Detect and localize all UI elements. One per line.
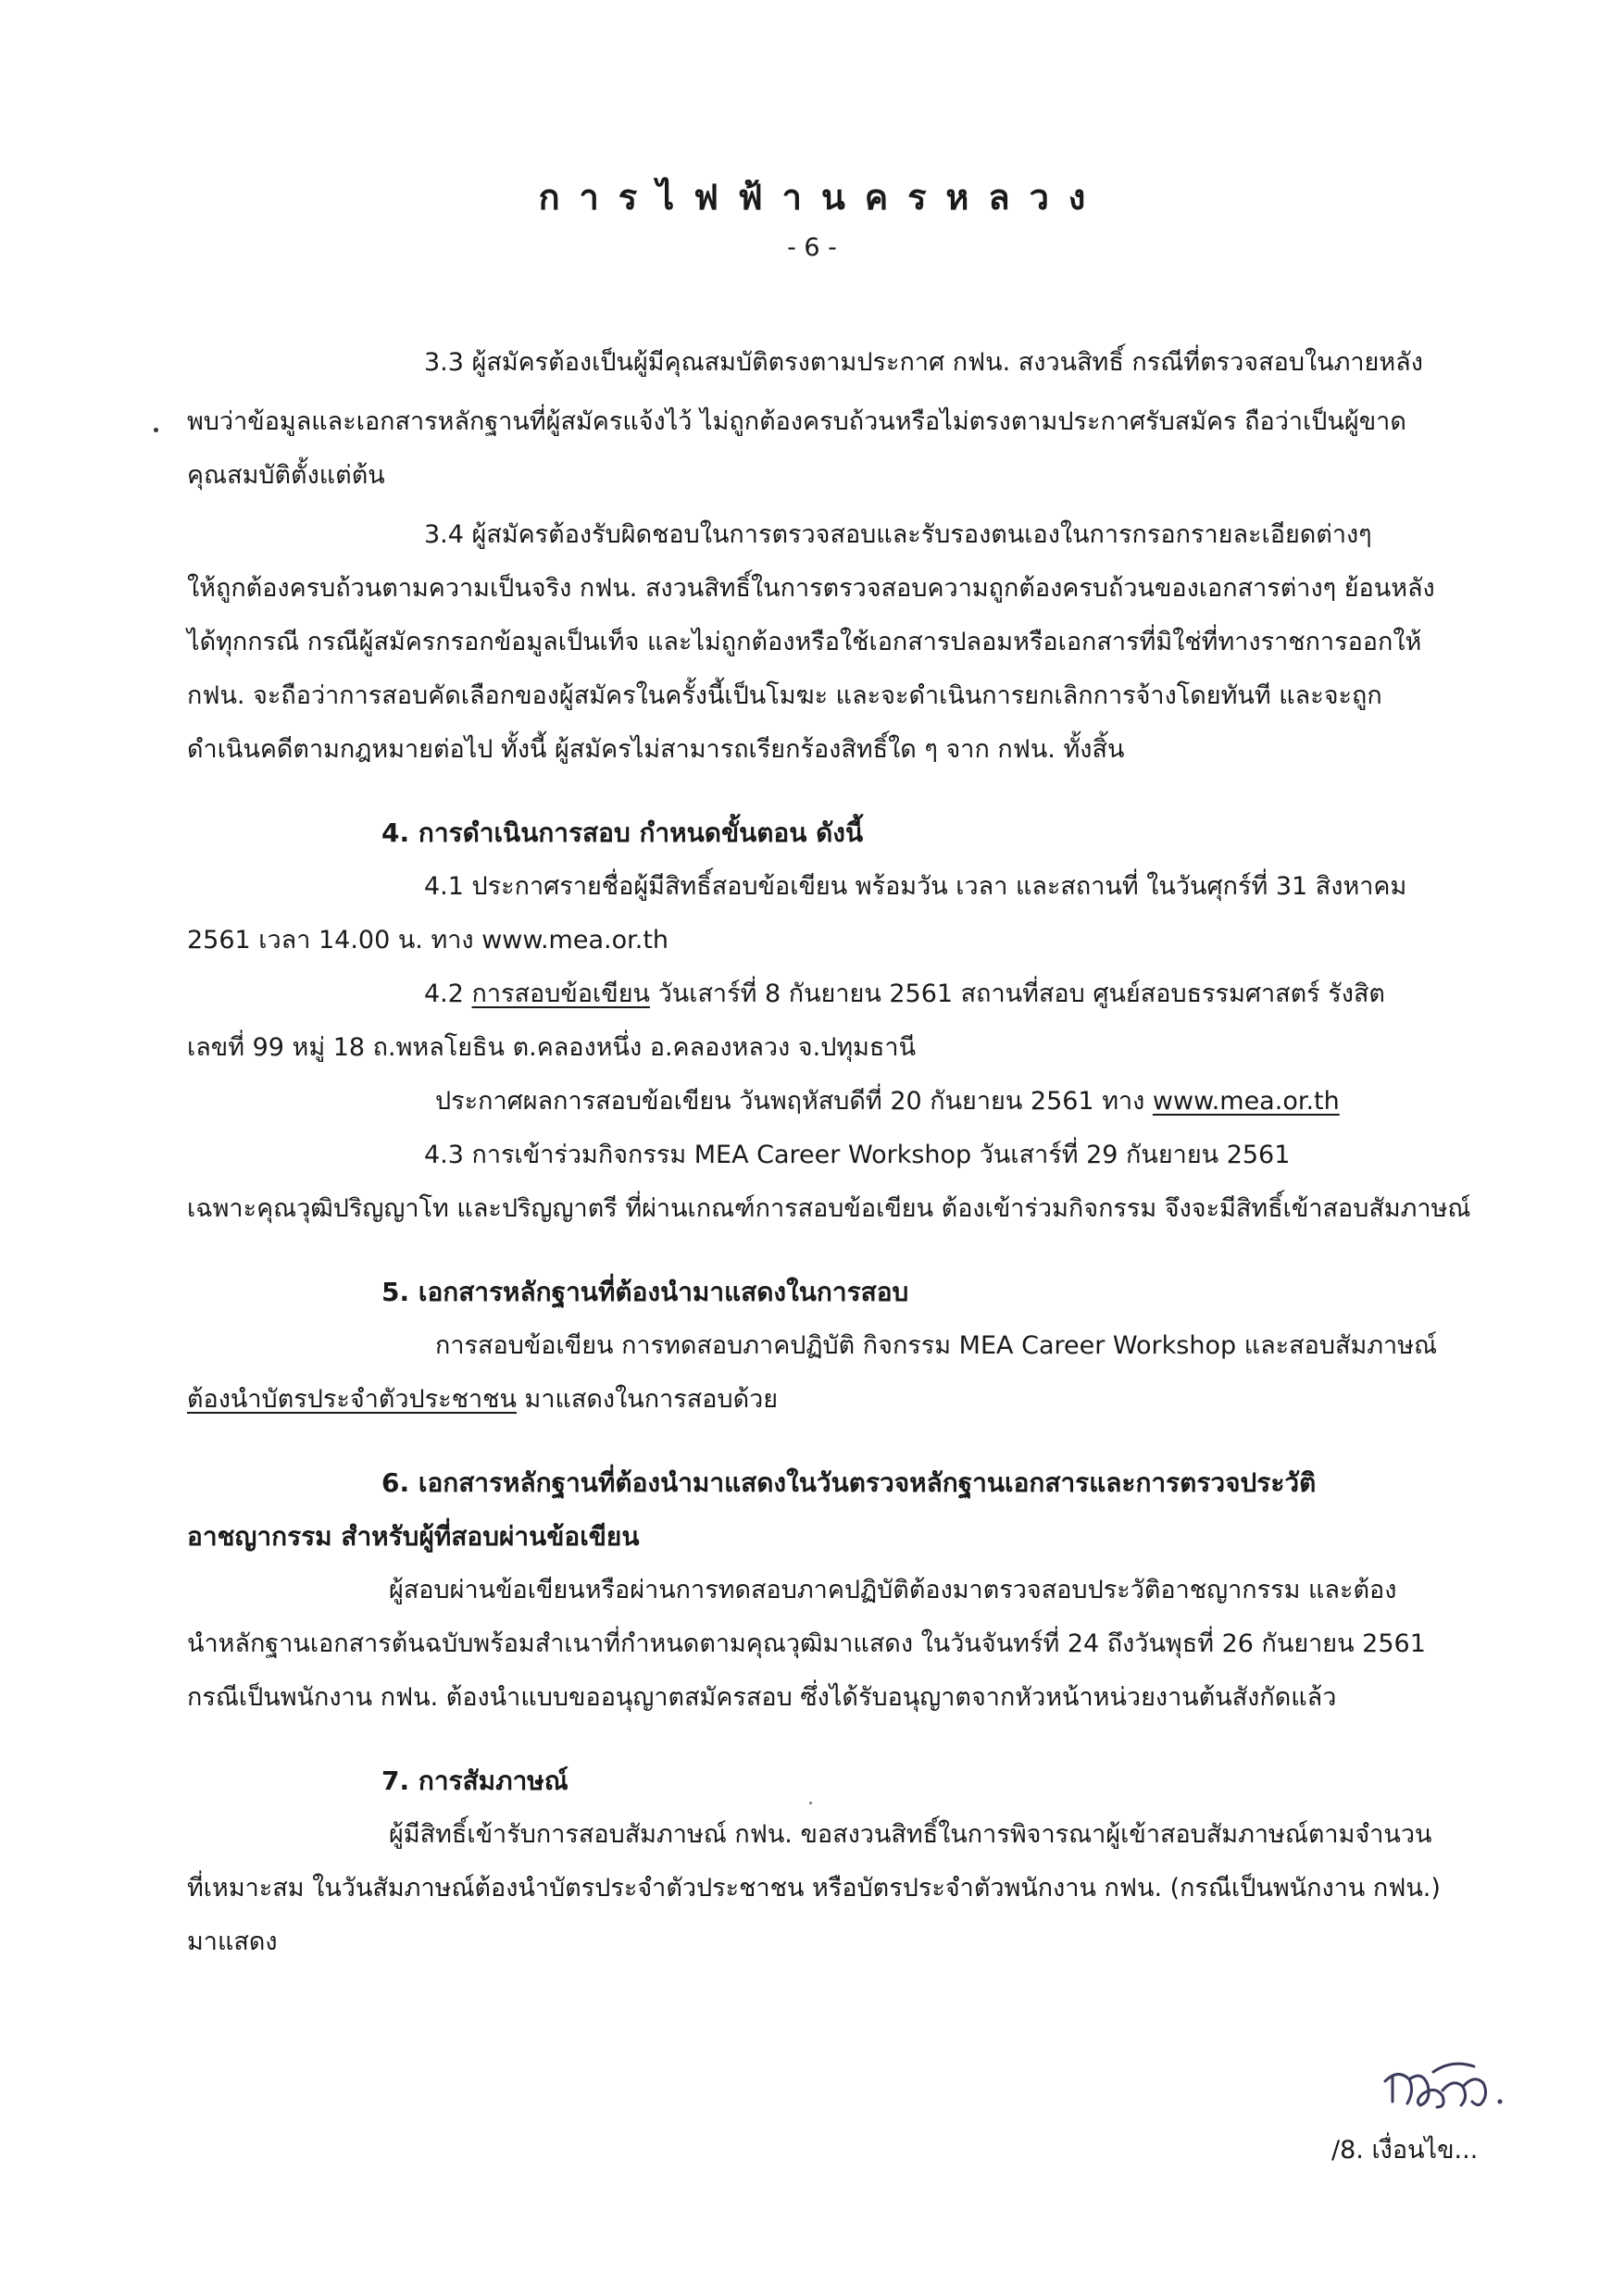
section-7-line-1: ผู้มีสิทธิ์เข้ารับการสอบสัมภาษณ์ กฟน. ขอสงวนสิทธิ์ในการพิจารณาผู้เข้าสอบสัมภาษณ์ตามจำนวน <box>389 1820 1432 1849</box>
section-7-heading: 7. การสัมภาษณ์ <box>381 1766 568 1796</box>
paragraph-3-4-line-1: 3.4 ผู้สมัครต้องรับผิดชอบในการตรวจสอบและรับรองตนเองในการกรอกรายละเอียดต่างๆ <box>424 520 1372 549</box>
written-exam-result-text: ประกาศผลการสอบข้อเขียน วันพฤหัสบดีที่ 20 กันยายน 2561 ทาง <box>435 1087 1153 1116</box>
item-4-2-line-2: เลขที่ 99 หมู่ 18 ถ.พหลโยธิน ต.คลองหนึ่ง อ.คลองหลวง จ.ปทุมธานี <box>187 1033 917 1062</box>
section-6-line-2: นำหลักฐานเอกสารต้นฉบับพร้อมสำเนาที่กำหนดตามคุณวุฒิมาแสดง ในวันจันทร์ที่ 24 ถึงวันพุธที่ 26 กันยายน 2561 <box>187 1629 1426 1658</box>
stray-dot-mark <box>154 428 158 432</box>
paragraph-3-3-line-3: คุณสมบัติตั้งแต่ต้น <box>187 461 385 490</box>
item-4-2-line-1 <box>424 976 1624 1013</box>
item-4-1-line-2: 2561 เวลา 14.00 น. ทาง www.mea.or.th <box>187 926 669 955</box>
section-7-line-3: มาแสดง <box>187 1928 278 1956</box>
page-number: - 6 - <box>787 233 837 262</box>
item-4-2-details: วันเสาร์ที่ 8 กันยายน 2561 สถานที่สอบ ศูนย์สอบธรรมศาสตร์ รังสิต <box>650 980 1385 1008</box>
next-page-reference: /8. เงื่อนไข... <box>1331 2136 1479 2165</box>
mea-website-link[interactable]: www.mea.or.th <box>1152 1087 1340 1116</box>
organization-title: การไฟฟ้านครหลวง <box>538 177 1106 218</box>
section-7-line-2: ที่เหมาะสม ในวันสัมภาษณ์ต้องนำบัตรประจำตัวประชาชน หรือบัตรประจำตัวพนักงาน กฟน. (กรณีเป็นพนักงาน กฟน.) <box>187 1874 1441 1903</box>
written-exam-result-line <box>435 1083 1624 1120</box>
id-card-requirement: ต้องนำบัตรประจำตัวประชาชน <box>187 1385 517 1414</box>
section-4-heading: 4. การดำเนินการสอบ กำหนดขั้นตอน ดังนี้ <box>381 817 864 848</box>
paragraph-3-4-line-5: ดำเนินคดีตามกฎหมายต่อไป ทั้งนี้ ผู้สมัครไม่สามารถเรียกร้องสิทธิ์ใด ๆ จาก กฟน. ทั้งสิ้น <box>187 735 1125 764</box>
item-4-3-line-2: เฉพาะคุณวุฒิปริญญาโท และปริญญาตรี ที่ผ่านเกณฑ์การสอบข้อเขียน ต้องเข้าร่วมกิจกรรม จึงจะมีสิทธิ์เข้าสอบสัมภาษณ์ <box>187 1194 1471 1223</box>
paragraph-3-4-line-2: ให้ถูกต้องครบถ้วนตามความเป็นจริง กฟน. สงวนสิทธิ์ในการตรวจสอบความถูกต้องครบถ้วนของเอกสารต่างๆ ย้อนหลัง <box>187 574 1435 603</box>
section-6-heading-line-2: อาชญากรรม สำหรับผู้ที่สอบผ่านข้อเขียน <box>187 1521 640 1552</box>
section-6-heading-line-1: 6. เอกสารหลักฐานที่ต้องนำมาแสดงในวันตรวจหลักฐานเอกสารและการตรวจประวัติ <box>381 1467 1317 1498</box>
item-4-1-line-1: 4.1 ประกาศรายชื่อผู้มีสิทธิ์สอบข้อเขียน พร้อมวัน เวลา และสถานที่ ในวันศุกร์ที่ 31 สิงหาคม <box>424 872 1407 901</box>
section-5-line-1: การสอบข้อเขียน การทดสอบภาคปฏิบัติ กิจกรรม MEA Career Workshop และสอบสัมภาษณ์ <box>435 1331 1438 1360</box>
item-4-2-number: 4.2 <box>424 980 472 1008</box>
section-6-line-3: กรณีเป็นพนักงาน กฟน. ต้องนำแบบขออนุญาตสมัครสอบ ซึ่งได้รับอนุญาตจากหัวหน้าหน่วยงานต้นสังกัดแล้ว <box>187 1683 1337 1712</box>
paragraph-3-3-line-2: พบว่าข้อมูลและเอกสารหลักฐานที่ผู้สมัครแจ้งไว้ ไม่ถูกต้องครบถ้วนหรือไม่ตรงตามประกาศรับสมัคร ถือว่าเป็นผู้ขาด <box>187 407 1406 436</box>
section-5-heading: 5. เอกสารหลักฐานที่ต้องนำมาแสดงในการสอบ <box>381 1277 909 1307</box>
paragraph-3-4-line-4: กฟน. จะถือว่าการสอบคัดเลือกของผู้สมัครในครั้งนี้เป็นโมฆะ และจะดำเนินการยกเลิกการจ้างโดยทันที และจะถูก <box>187 681 1382 710</box>
section-5-line-2 <box>187 1381 1576 1418</box>
section-6-line-1: ผู้สอบผ่านข้อเขียนหรือผ่านการทดสอบภาคปฏิบัติต้องมาตรวจสอบประวัติอาชญากรรม และต้อง <box>389 1576 1397 1604</box>
paragraph-3-4-line-3: ได้ทุกกรณี กรณีผู้สมัครกรอกข้อมูลเป็นเท็จ และไม่ถูกต้องหรือใช้เอกสารปลอมหรือเอกสารที่มิใช่ที่ทางราชการออกให้ <box>187 628 1422 656</box>
written-exam-label: การสอบข้อเขียน <box>471 980 651 1008</box>
section-5-line-2-rest: มาแสดงในการสอบด้วย <box>516 1385 779 1414</box>
paragraph-3-3-line-1: 3.3 ผู้สมัครต้องเป็นผู้มีคุณสมบัติตรงตามประกาศ กฟน. สงวนสิทธิ์ กรณีที่ตรวจสอบในภายหลัง <box>424 348 1423 377</box>
item-4-3-line-1: 4.3 การเข้าร่วมกิจกรรม MEA Career Workshop วันเสาร์ที่ 29 กันยายน 2561 <box>424 1141 1291 1169</box>
signature-initials <box>1378 2053 1517 2118</box>
stray-speck-mark <box>809 1802 812 1804</box>
